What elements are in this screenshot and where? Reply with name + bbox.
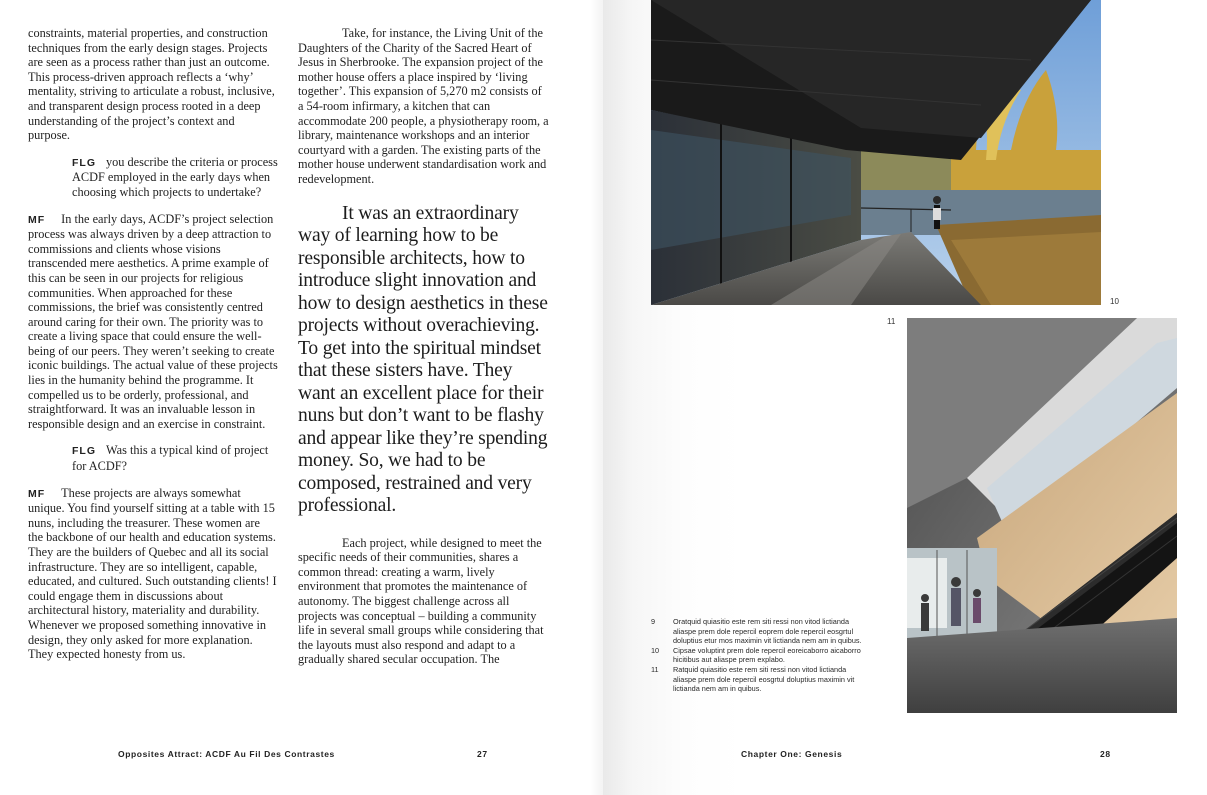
figure-number: 11 [887, 317, 896, 326]
interview-question [72, 155, 278, 200]
caption [651, 646, 866, 665]
caption-number: 9 [651, 617, 656, 626]
answer-text: In the early days, ACDF’s project selection process was always driven by a deep attraction to commissions and clients whose visions transcended mere aesthetics. A prime example of this can be seen in our projects for religious communities. When approached for these commissions, the brief was consistently centred around caring for their own. The priority was to create a living space that could ensure the well-being of our peers. They weren’t seeking to create iconic buildings. The actual value of these projects lies in the humanity behind the programme. It compelled us to be orderly, professional, and straightforward. It was an invaluable lesson in responsible design and an exercise in constraint. [28, 211, 278, 431]
question-text: you describe the criteria or process ACDF employed in the early days when choosing which projects to undertake? [72, 154, 278, 199]
figure-number: 10 [1110, 297, 1119, 306]
interview-question [72, 443, 278, 473]
answer-text: These projects are always somewhat unique. You find yourself sitting at a table with 15 nuns, including the treasurer. These women are the backbone of our health and education systems. They are the builders of Quebec and all its social infrastructure. They are so intelligent, capable, educated, and cultured. Such outstanding clients! I could engage them in discussions about architectural history, materiality and durability. Whenever we proposed something innovative in design, they only asked for more explanation. They expected honesty from us. [28, 485, 277, 662]
running-footer-title: Opposites Attract: ACDF Au Fil Des Contrastes [118, 749, 335, 759]
caption-text: Cipsae voluptint prem dole repercil eoreicaborro aicaborro hicitibus aut aliaspe prem explabo. [673, 645, 861, 665]
caption-text: Oratquid quiasitio este rem siti ressi non vitod lictianda aliaspe prem dole repercil eoprem dole repercil eosgrtul doluptius etur mos maximin vit lictianda nem am in quibus. [673, 617, 862, 646]
paragraph: constraints, material properties, and construction techniques from the early design stages. Projects are seen as a process rather than just an outcome. This process-driven approach reflects a ‘why’ mentality, striving to articulate a robust, inclusive, and transparent design process rooted in a deep understanding of the project’s context and purpose. [28, 26, 275, 143]
running-footer-title: Chapter One: Genesis [741, 749, 843, 759]
pull-quote: It was an extraordinary way of learning how to be responsible architects, how to introduce slight innovation and how to design aesthetics in these projects without overachieving. To get into the spiritual mindset that these sisters have. They want an excellent place for their nuns but don’t want to be flashy and appear like they’re spending money. So, we had to be composed, restrained and very professional. [298, 202, 548, 517]
interview-answer [28, 212, 278, 432]
left-page [0, 0, 603, 795]
column-1 [28, 26, 278, 674]
photo-covered-walkway [651, 0, 1101, 305]
paragraph: Take, for instance, the Living Unit of the Daughters of the Charity of the Sacred Heart of Jesus in Sherbrooke. The expansion project of the mother house offers a place inspired by ‘living together’. This expansion of 5,270 m2 consists of a 54-room infirmary, a kitchen that can accommodate 200 people, a physiotherapy room, a library, maintenance workshops and an interior courtyard with a garden. The existing parts of the mother house underwent standardisation work and redevelopment. [298, 26, 549, 186]
caption [651, 617, 866, 646]
speaker-label: MF [28, 487, 46, 500]
page-number: 28 [1100, 749, 1111, 759]
speaker-label: FLG [72, 156, 96, 169]
paragraph: Each project, while designed to meet the specific needs of their communities, shares a common thread: creating a warm, lively environment that promotes the maintenance of autonomy. The biggest challenge across all projects was conceptual – building a community life in several small groups while considering that the layouts must also respond and adapt to a gradually shared secular occupation. The [298, 535, 544, 667]
caption-number: 10 [651, 645, 660, 655]
speaker-label: MF [28, 213, 46, 226]
walkway-illustration [651, 0, 1101, 305]
caption-text: Ratquid quiasitio este rem siti ressi non vitod lictianda aliaspe prem dole repercil eosgrtul doluptius maximin vit lictianda nem am in quibus. [673, 664, 855, 694]
photo-atrium-staircase [907, 318, 1177, 713]
question-text: Was this a typical kind of project for ACDF? [72, 443, 269, 474]
interview-answer [28, 486, 278, 662]
caption-number: 11 [651, 664, 659, 674]
figure-captions [651, 617, 866, 694]
page-number: 27 [477, 749, 488, 759]
staircase-illustration [907, 318, 1177, 713]
column-2 [298, 26, 550, 679]
page-gutter-shadow [590, 0, 603, 795]
caption [651, 665, 866, 694]
speaker-label: FLG [72, 445, 96, 458]
